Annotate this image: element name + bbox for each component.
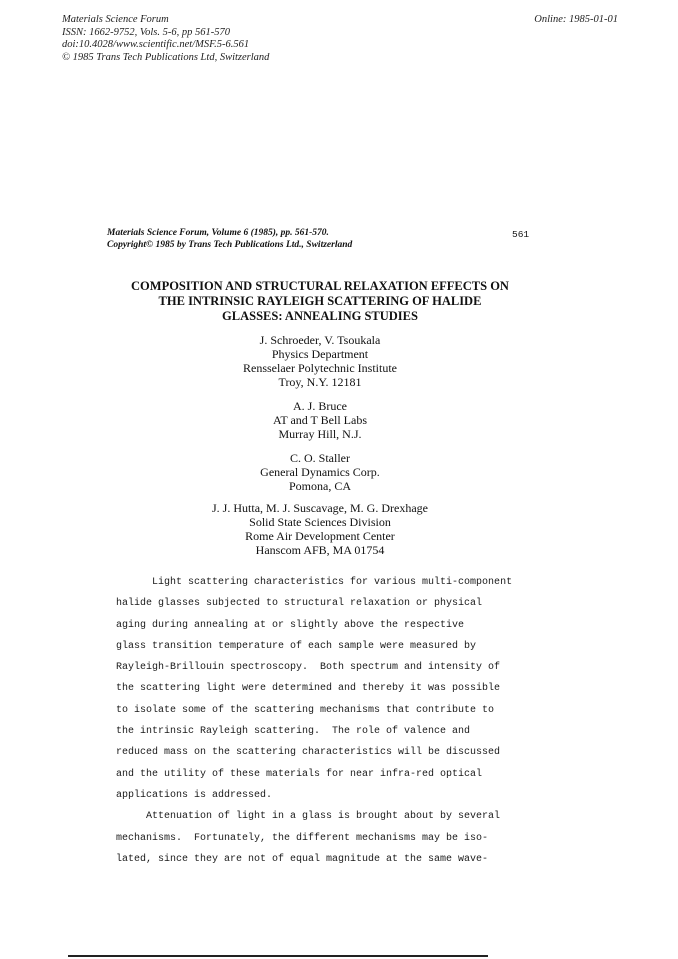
publication-info-line: ISSN: 1662-9752, Vols. 5-6, pp 561-570 bbox=[62, 26, 230, 38]
affiliation-line: Murray Hill, N.J. bbox=[278, 427, 362, 441]
affiliation-line: Hanscom AFB, MA 01754 bbox=[255, 543, 385, 557]
text-line: applications is addressed. bbox=[116, 789, 273, 801]
text-line: lated, since they are not of equal magnitude at the same wave- bbox=[116, 853, 489, 865]
text-line: aging during annealing at or slightly above the respective bbox=[116, 619, 465, 631]
affiliation-line: Troy, N.Y. 12181 bbox=[278, 375, 362, 389]
author-block bbox=[90, 501, 550, 557]
text-line: Light scattering characteristics for various multi-component bbox=[116, 577, 513, 588]
title-line: COMPOSITION AND STRUCTURAL RELAXATION EFFECTS ON bbox=[131, 279, 509, 293]
publication-info-line: © 1985 Trans Tech Publications Ltd, Switzerland bbox=[62, 51, 270, 63]
author-block bbox=[90, 399, 550, 441]
text-line: reduced mass on the scattering characteristics will be discussed bbox=[116, 747, 501, 759]
publication-info-line: doi:10.4028/www.scientific.net/MSF.5-6.561 bbox=[62, 39, 250, 50]
affiliation-line: Rome Air Development Center bbox=[245, 529, 395, 543]
affiliation-line: Solid State Sciences Division bbox=[249, 515, 391, 529]
text-line: Rayleigh-Brillouin spectroscopy. Both spectrum and intensity of bbox=[116, 662, 501, 674]
text-line: the intrinsic Rayleigh scattering. The role of valence and bbox=[116, 726, 471, 738]
text-line: glass transition temperature of each sample were measured by bbox=[116, 640, 477, 652]
text-line: the scattering light were determined and thereby it was possible bbox=[116, 683, 501, 695]
affiliation-line: General Dynamics Corp. bbox=[260, 465, 380, 479]
text-line: halide glasses subjected to structural relaxation or physical bbox=[116, 598, 483, 610]
author-names: J. Schroeder, V. Tsoukala bbox=[259, 333, 381, 347]
author-block bbox=[90, 451, 550, 493]
text-line: to isolate some of the scattering mechanisms that contribute to bbox=[116, 704, 495, 716]
paper-title bbox=[90, 279, 550, 324]
title-line: GLASSES: ANNEALING STUDIES bbox=[222, 309, 418, 323]
publication-info-line: Materials Science Forum bbox=[62, 14, 169, 25]
journal-citation bbox=[107, 227, 352, 251]
copyright-line: Copyright© 1985 by Trans Tech Publications Ltd., Switzerland bbox=[107, 240, 353, 250]
text-line: and the utility of these materials for near infra-red optical bbox=[116, 768, 483, 780]
affiliation-line: Physics Department bbox=[271, 347, 369, 361]
author-names: J. J. Hutta, M. J. Suscavage, M. G. Drexhage bbox=[212, 501, 428, 515]
affiliation-line: Rensselaer Polytechnic Institute bbox=[243, 361, 397, 375]
online-date: Online: 1985-01-01 bbox=[534, 14, 618, 25]
affiliation-line: Pomona, CA bbox=[288, 479, 351, 493]
text-line: Attenuation of light in a glass is brought about by several bbox=[116, 811, 501, 823]
page-number: 561 bbox=[512, 229, 530, 240]
journal-citation-line: Materials Science Forum, Volume 6 (1985), pp. 561-570. bbox=[107, 228, 329, 238]
affiliation-line: AT and T Bell Labs bbox=[273, 413, 367, 427]
publication-info bbox=[62, 14, 269, 64]
author-block bbox=[90, 333, 550, 389]
footer-rule bbox=[68, 955, 488, 957]
abstract-text bbox=[116, 572, 512, 870]
author-names: C. O. Staller bbox=[290, 451, 350, 465]
title-line: THE INTRINSIC RAYLEIGH SCATTERING OF HALIDE bbox=[158, 294, 482, 308]
author-names: A. J. Bruce bbox=[293, 399, 347, 413]
text-line: mechanisms. Fortunately, the different mechanisms may be iso- bbox=[116, 832, 489, 844]
